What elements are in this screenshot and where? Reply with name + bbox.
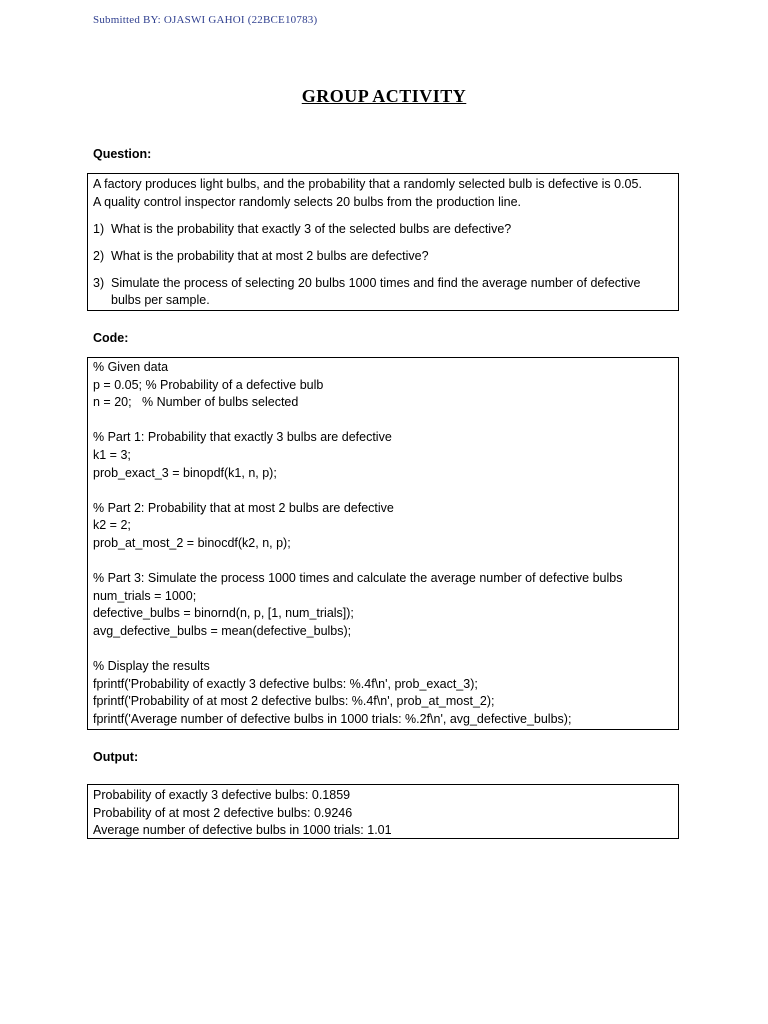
question-item-number: 3) <box>93 275 105 290</box>
code-line: fprintf('Probability of at most 2 defective bulbs: %.4f\n', prob_at_most_2); <box>93 694 495 709</box>
code-line: % Display the results <box>93 659 210 674</box>
code-line <box>93 641 673 659</box>
code-line <box>93 482 673 500</box>
page-title: GROUP ACTIVITY <box>301 86 467 106</box>
code-box <box>87 357 679 730</box>
question-item-text: What is the probability that exactly 3 of the selected bulbs are defective? <box>111 221 512 236</box>
code-line: fprintf('Average number of defective bulbs in 1000 trials: %.2f\n', avg_defective_bulbs); <box>93 711 572 726</box>
code-label: Code: <box>93 331 129 345</box>
submitted-by-header: Submitted BY: OJASWI GAHOI (22BCE10783) <box>93 14 318 26</box>
question-item <box>93 248 673 266</box>
code-line <box>93 412 673 430</box>
code-line: fprintf('Probability of exactly 3 defective bulbs: %.4f\n', prob_exact_3); <box>93 676 478 691</box>
question-intro-line: A factory produces light bulbs, and the probability that a randomly selected bulb is defective is 0.05. <box>93 177 642 191</box>
question-item-text: What is the probability that at most 2 bulbs are defective? <box>111 248 429 263</box>
output-box <box>87 784 679 839</box>
code-line: n = 20; % Number of bulbs selected <box>93 395 299 410</box>
question-item-text: Simulate the process of selecting 20 bulbs 1000 times and find the average number of defective bulbs per sample. <box>111 275 641 308</box>
question-label: Question: <box>93 147 152 161</box>
code-line: prob_at_most_2 = binocdf(k2, n, p); <box>93 535 291 550</box>
code-line: p = 0.05; % Probability of a defective bulb <box>93 377 324 392</box>
question-item-number: 2) <box>93 248 105 263</box>
code-line: % Given data <box>93 360 169 374</box>
question-item-number: 1) <box>93 221 105 236</box>
code-line: % Part 1: Probability that exactly 3 bulbs are defective <box>93 430 392 445</box>
question-box <box>87 173 679 311</box>
output-line: Probability of at most 2 defective bulbs: 0.9246 <box>93 805 353 820</box>
question-item <box>93 221 673 239</box>
question-intro-line: A quality control inspector randomly selects 20 bulbs from the production line. <box>93 194 522 209</box>
code-line: avg_defective_bulbs = mean(defective_bulbs); <box>93 623 352 638</box>
question-intro <box>93 176 673 211</box>
code-line: k1 = 3; <box>93 447 131 462</box>
code-line: % Part 2: Probability that at most 2 bulbs are defective <box>93 500 394 515</box>
output-line: Average number of defective bulbs in 1000 trials: 1.01 <box>93 823 392 838</box>
code-line: % Part 3: Simulate the process 1000 times and calculate the average number of defective bulbs <box>93 571 623 586</box>
code-line: prob_exact_3 = binopdf(k1, n, p); <box>93 465 277 480</box>
code-line: num_trials = 1000; <box>93 588 197 603</box>
code-line: k2 = 2; <box>93 518 131 533</box>
output-line: Probability of exactly 3 defective bulbs: 0.1859 <box>93 788 351 802</box>
code-line <box>93 553 673 571</box>
question-item <box>93 275 673 310</box>
output-label: Output: <box>93 750 139 764</box>
question-list <box>93 221 673 310</box>
code-line: defective_bulbs = binornd(n, p, [1, num_trials]); <box>93 606 354 621</box>
